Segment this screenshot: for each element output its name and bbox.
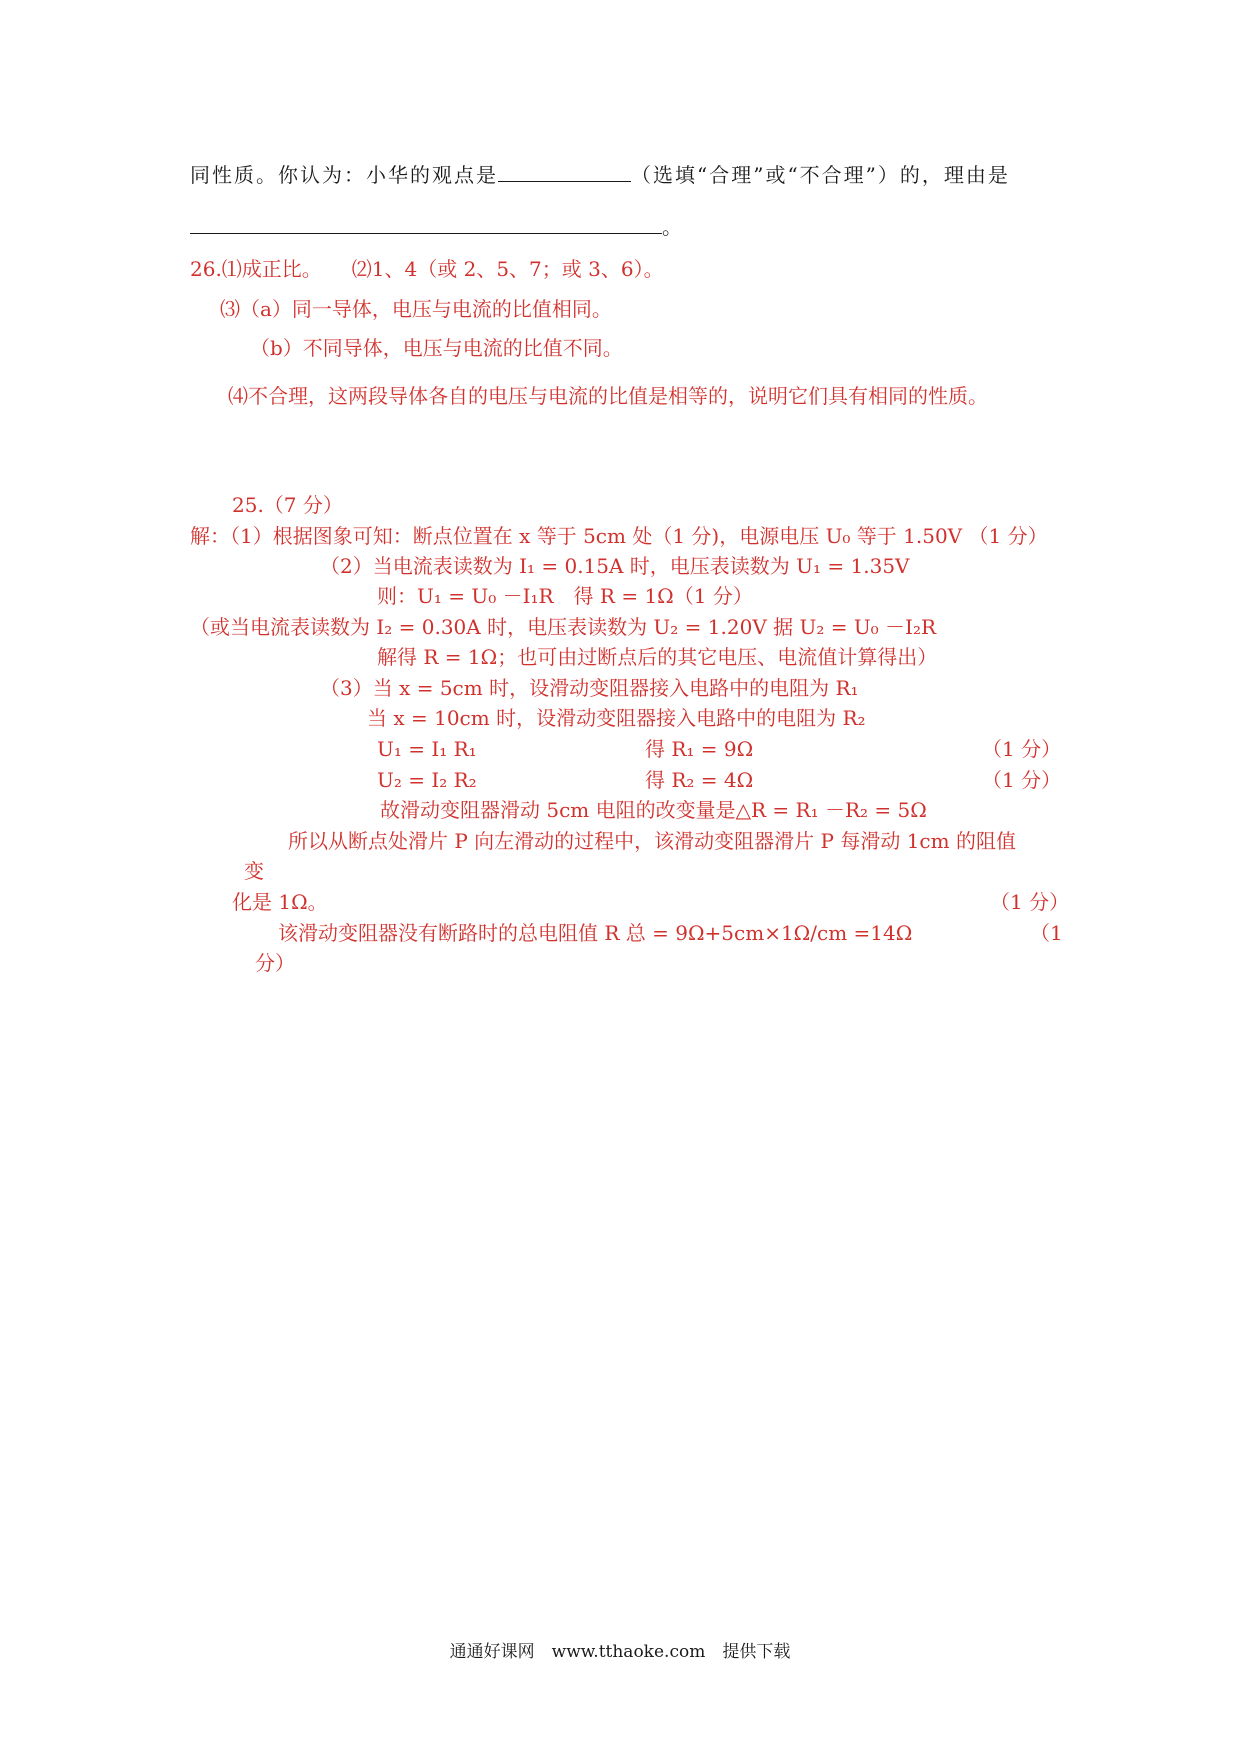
answer25-eq-2-left: U₂ = I₂ R₂ <box>377 768 477 792</box>
answer25-line-11: 所以从断点处滑片 P 向左滑动的过程中，该滑动变阻器滑片 P 每滑动 1cm 的阻值 <box>288 829 1016 853</box>
answer25-line-14-score: （1 <box>1030 921 1063 945</box>
answer25-eq-2-score: （1 分） <box>982 768 1062 792</box>
answer25-line-15: 分） <box>255 951 295 975</box>
question-line-2 <box>190 213 684 240</box>
answer25-eq-1-score: （1 分） <box>982 737 1062 761</box>
answer25-eq-1-mid: 得 R₁ = 9Ω <box>645 737 754 761</box>
answer25-line-7: 当 x = 10cm 时，设滑动变阻器接入电路中的电阻为 R₂ <box>367 706 866 730</box>
question-text-part-a: 同性质。你认为：小华的观点是 <box>190 163 498 187</box>
answer26-line-2: ⑶（a）同一导体，电压与电流的比值相同。 <box>220 297 612 321</box>
answer25-line-12: 变 <box>244 859 264 883</box>
question-line-2-end: 。 <box>662 215 684 239</box>
answer-blank-long <box>190 213 662 234</box>
answer25-line-6: （3）当 x = 5cm 时，设滑动变阻器接入电路中的电阻为 R₁ <box>320 676 859 700</box>
answer25-line-13-score: （1 分） <box>990 890 1070 914</box>
answer25-header: 25.（7 分） <box>232 493 343 517</box>
answer26-line-1: 26.⑴成正比。 ⑵1、4（或 2、5、7；或 3、6）。 <box>190 257 664 281</box>
answer26-line-3: （b）不同导体，电压与电流的比值不同。 <box>250 336 623 360</box>
answer25-line-13-left: 化是 1Ω。 <box>232 890 328 914</box>
question-line-1 <box>190 161 1010 188</box>
answer25-line-2: （2）当电流表读数为 I₁ = 0.15A 时，电压表读数为 U₁ = 1.35V <box>320 554 910 578</box>
answer25-line-3: 则：U₁ = U₀ －I₁R 得 R = 1Ω（1 分） <box>377 584 753 608</box>
answer25-eq-1-left: U₁ = I₁ R₁ <box>377 737 477 761</box>
answer25-line-5: 解得 R = 1Ω；也可由过断点后的其它电压、电流值计算得出） <box>377 645 938 669</box>
answer-blank-short <box>498 161 631 182</box>
answer25-line-14: 该滑动变阻器没有断路时的总电阻值 R 总 = 9Ω+5cm×1Ω/cm =14Ω <box>278 921 913 945</box>
answer25-line-1: 解：（1）根据图象可知：断点位置在 x 等于 5cm 处（1 分)，电源电压 U₀ 等于 1.50V （1 分） <box>190 524 1048 548</box>
answer25-eq-2-mid: 得 R₂ = 4Ω <box>645 768 754 792</box>
answer25-line-10: 故滑动变阻器滑动 5cm 电阻的改变量是△R = R₁ －R₂ = 5Ω <box>380 798 927 822</box>
answer26-line-4: ⑷不合理，这两段导体各自的电压与电流的比值是相等的，说明它们具有相同的性质。 <box>228 384 988 408</box>
question-text-part-b: （选填“合理”或“不合理”）的，理由是 <box>631 163 1010 187</box>
answer25-line-4: （或当电流表读数为 I₂ = 0.30A 时，电压表读数为 U₂ = 1.20V 据 U₂ = U₀ －I₂R <box>190 615 937 639</box>
footer-credit: 通通好课网 www.tthaoke.com 提供下载 <box>449 1642 791 1662</box>
